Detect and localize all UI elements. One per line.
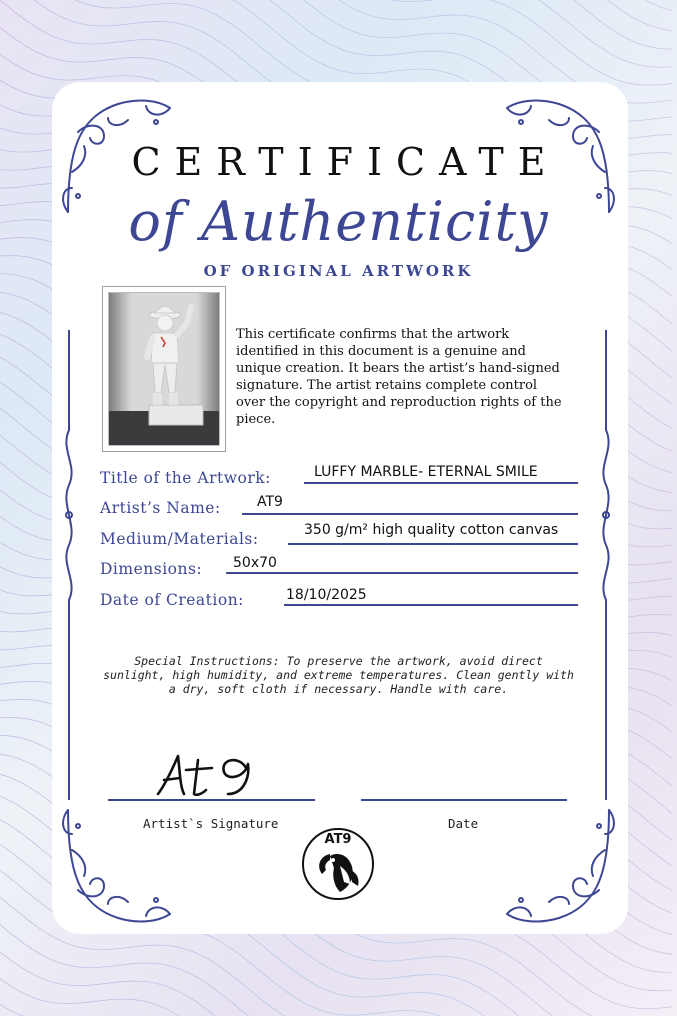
at9-logo: [300, 826, 376, 902]
special-instructions: Special Instructions: To preserve the artwork, avoid direct sunlight, high humidity, and extreme temperatures. Clean gently with a dry, soft cloth if necessary. Handle with care.: [103, 654, 574, 696]
right-side-flourish: [595, 430, 617, 600]
guilloche-line: [0, 925, 672, 1016]
title-underline: [304, 482, 578, 484]
artist-underline: [242, 513, 578, 515]
medium-label: Medium/Materials:: [100, 530, 259, 548]
corner-ornament-bottom-right: [499, 800, 619, 930]
artwork-photo-frame: [102, 286, 226, 452]
guilloche-line: [0, 0, 672, 11]
guilloche-line: [0, 0, 672, 67]
date-underline: [284, 604, 578, 606]
guilloche-line: [0, 952, 672, 1016]
certificate-description: This certificate confirms that the artwork identified in this document is a genuine and unique creation. It bears the artist’s hand-signed signature. The artist retains complete control over the copyright and reproduction rights of the piece.: [236, 327, 562, 427]
date-signature-label: Date: [448, 816, 479, 831]
left-border-line-lower: [68, 600, 70, 800]
signature-line: [108, 799, 315, 801]
artist-value: AT9: [257, 494, 283, 510]
artist-handwritten-signature: [150, 746, 270, 802]
certificate-title: CERTIFICATE: [131, 140, 560, 184]
artist-signature-label: Artist`s Signature: [143, 816, 279, 831]
date-line: [361, 799, 567, 801]
date-value: 18/10/2025: [286, 587, 367, 603]
authenticity-subtitle: of Authenticity: [128, 190, 549, 253]
dimensions-value: 50x70: [233, 555, 277, 571]
left-side-flourish: [58, 430, 80, 600]
dimensions-underline: [226, 572, 578, 574]
date-label: Date of Creation:: [100, 591, 244, 609]
artwork-photo: [108, 292, 220, 446]
guilloche-line: [0, 0, 672, 85]
original-artwork-tagline: OF ORIGINAL ARTWORK: [203, 262, 474, 280]
title-value: LUFFY MARBLE- ETERNAL SMILE: [314, 464, 538, 480]
logo-text: AT9: [324, 832, 352, 847]
dimensions-label: Dimensions:: [100, 560, 203, 578]
right-border-line-lower: [605, 600, 607, 800]
medium-underline: [288, 543, 578, 545]
right-border-line-upper: [605, 330, 607, 430]
medium-value: 350 g/m² high quality cotton canvas: [304, 522, 559, 538]
artist-label: Artist’s Name:: [100, 499, 221, 517]
title-label: Title of the Artwork:: [100, 469, 271, 487]
left-border-line-upper: [68, 330, 70, 430]
